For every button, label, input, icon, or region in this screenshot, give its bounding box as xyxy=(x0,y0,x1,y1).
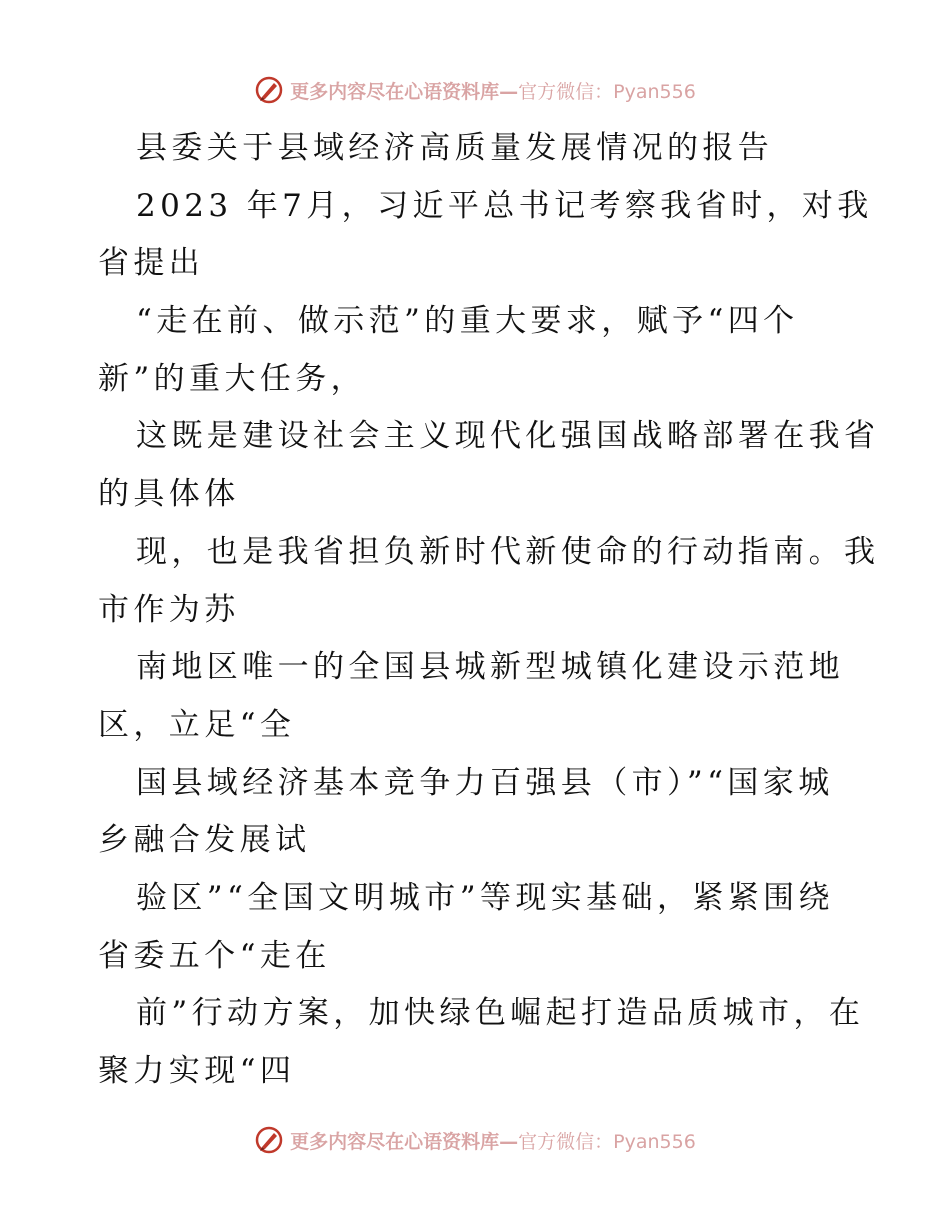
footer-banner-wechat: 官方微信：Pyan556 xyxy=(518,1130,696,1153)
pen-logo-icon xyxy=(254,1125,284,1155)
document-line: 验区”“全国文明城市”等现实基础，紧紧围绕 xyxy=(136,879,834,916)
document-line: 现，也是我省担负新时代新使命的行动指南。我 xyxy=(136,533,880,570)
header-banner-wechat: 官方微信：Pyan556 xyxy=(518,80,696,103)
document-line: 的具体体 xyxy=(98,476,240,513)
document-line: 区，立足“全 xyxy=(98,706,296,743)
document-line: 南地区唯一的全国县城新型城镇化建设示范地 xyxy=(136,649,844,686)
document-line: 这既是建设社会主义现代化强国战略部署在我省 xyxy=(136,418,880,455)
footer-banner-main: 更多内容尽在心语资料库— xyxy=(290,1130,519,1153)
header-banner-inner xyxy=(254,75,696,105)
header-banner-main: 更多内容尽在心语资料库— xyxy=(290,80,519,103)
footer-banner-inner xyxy=(254,1125,696,1155)
document-line: 前”行动方案，加快绿色崛起打造品质城市，在 xyxy=(136,995,865,1032)
document-line: 新”的重大任务， xyxy=(98,360,367,397)
document-line: 乡融合发展试 xyxy=(98,822,311,859)
header-banner xyxy=(0,70,950,110)
document-line: 国县域经济基本竞争力百强县（市）”“国家城 xyxy=(136,764,834,801)
document-line: 省提出 xyxy=(98,245,205,282)
pen-logo-icon xyxy=(254,75,284,105)
document-line: 县委关于县域经济高质量发展情况的报告 xyxy=(136,130,774,166)
footer-banner xyxy=(0,1120,950,1160)
document-line: 省委五个“走在 xyxy=(98,937,331,974)
document-line: “走在前、做示范”的重大要求，赋予“四个 xyxy=(136,303,799,340)
footer-banner-text xyxy=(290,1127,696,1154)
header-banner-text xyxy=(290,77,696,104)
document-body xyxy=(98,120,880,1101)
document-line: 2023 年7月，习近平总书记考察我省时，对我 xyxy=(136,187,873,224)
document-line: 聚力实现“四 xyxy=(98,1053,296,1089)
document-line: 市作为苏 xyxy=(98,591,240,628)
